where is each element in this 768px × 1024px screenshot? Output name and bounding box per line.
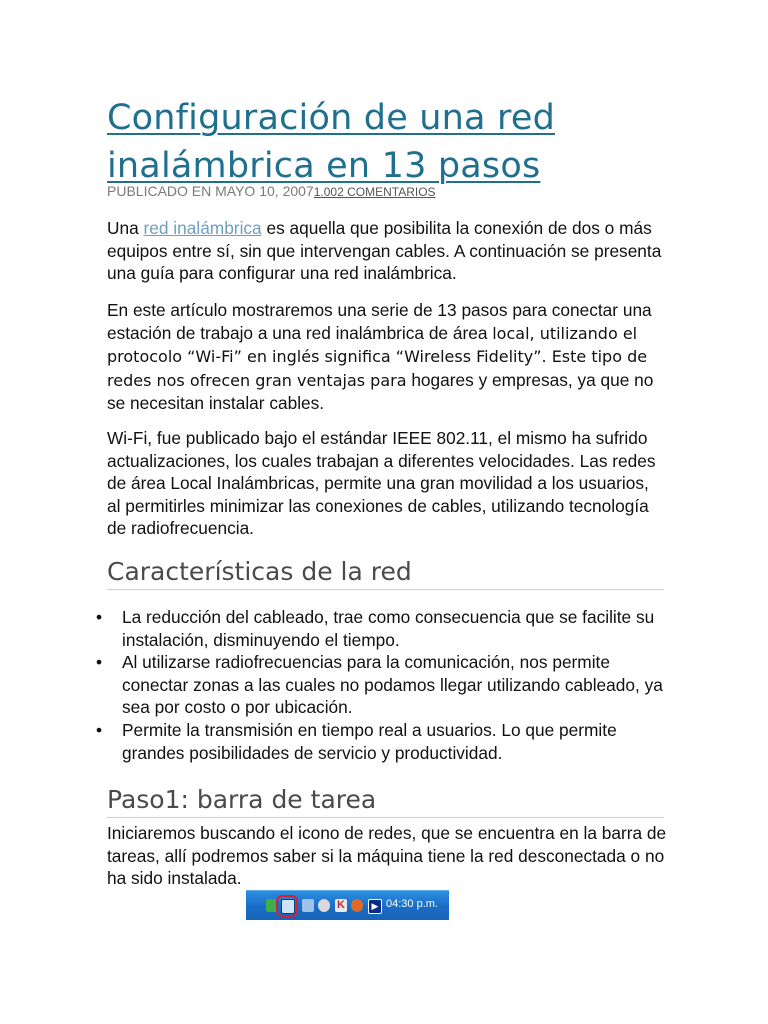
list-item-text: Al utilizarse radiofrecuencias para la comunicación, nos permite conectar zonas a las cuales no podamos llegar utilizando cableado, ya sea por costo o por ubicación. (122, 652, 663, 718)
paragraph-pasos-part2: local, utilizando el protocolo “Wi-Fi” en inglés significa “Wireless Fidelity”. Este tipo de redes nos ofrecen gran ventajas para (107, 323, 648, 390)
update-icon (351, 899, 363, 912)
list-item (94, 606, 667, 651)
section-heading-paso1: Paso1: barra de tarea (107, 784, 664, 818)
list-item-text: Permite la transmisión en tiempo real a usuarios. Lo que permite grandes posibilidades de servicio y productividad. (122, 719, 617, 763)
paragraph-wifi: Wi-Fi, fue publicado bajo el estándar IEEE 802.11, el mismo ha sufrido actualizaciones, los cuales trabajan a diferentes velocidades. Las redes de área Local Inalámbricas, permite una gran movilidad a los usuarios, al permitirles minimizar las conexiones de cables, utilizando tecnología de radiofrecuencia. (107, 428, 656, 539)
published-date: PUBLICADO EN MAYO 10, 2007 (107, 183, 314, 199)
antivirus-icon: K (335, 899, 347, 912)
taskbar-clock: 04:30 p.m. (386, 898, 438, 910)
paragraph-pasos (107, 299, 667, 415)
intro-text-end: es aquella que posibilita la conexión de dos o más equipos entre sí, sin que intervengan cables. A continuación se presenta una guía para configurar una red inalámbrica. (107, 218, 662, 284)
intro-text-start: Una (107, 218, 144, 238)
media-icon: ▶ (368, 899, 382, 914)
speaker-icon (302, 899, 314, 912)
comments-link[interactable]: 1.002 COMENTARIOS (313, 185, 436, 199)
paso1-paragraph: Iniciaremos buscando el icono de redes, que se encuentra en la barra de tareas, allí podremos saber si la máquina tiene la red desconectada o no ha sido instalada. (107, 823, 667, 889)
caracteristicas-list (94, 606, 667, 764)
red-inalambrica-link[interactable]: red inalámbrica (143, 218, 262, 238)
section-heading-caracteristicas: Características de la red (107, 556, 664, 590)
security-icon (318, 899, 330, 912)
list-item (94, 719, 667, 764)
intro-paragraph (107, 217, 667, 285)
taskbar-screenshot (246, 890, 449, 920)
list-item (94, 651, 667, 719)
paragraph-pasos-part1: En este artículo mostraremos una serie de 13 pasos para conectar una estación de trabajo a una red inalámbrica de área (107, 300, 652, 343)
bullet-icon: • (95, 719, 103, 740)
list-item-text: La reducción del cableado, trae como consecuencia que se facilite su instalación, disminuyendo el tiempo. (122, 607, 655, 650)
paragraph-pasos-part3: hogares y empresas, ya que no se necesitan instalar cables. (107, 369, 654, 414)
bullet-icon: • (95, 607, 103, 627)
network-icon[interactable] (281, 899, 295, 914)
bullet-icon: • (95, 652, 103, 673)
post-meta (107, 183, 436, 199)
article-title[interactable]: Configuración de una red inalámbrica en 13 pasos (107, 98, 555, 186)
